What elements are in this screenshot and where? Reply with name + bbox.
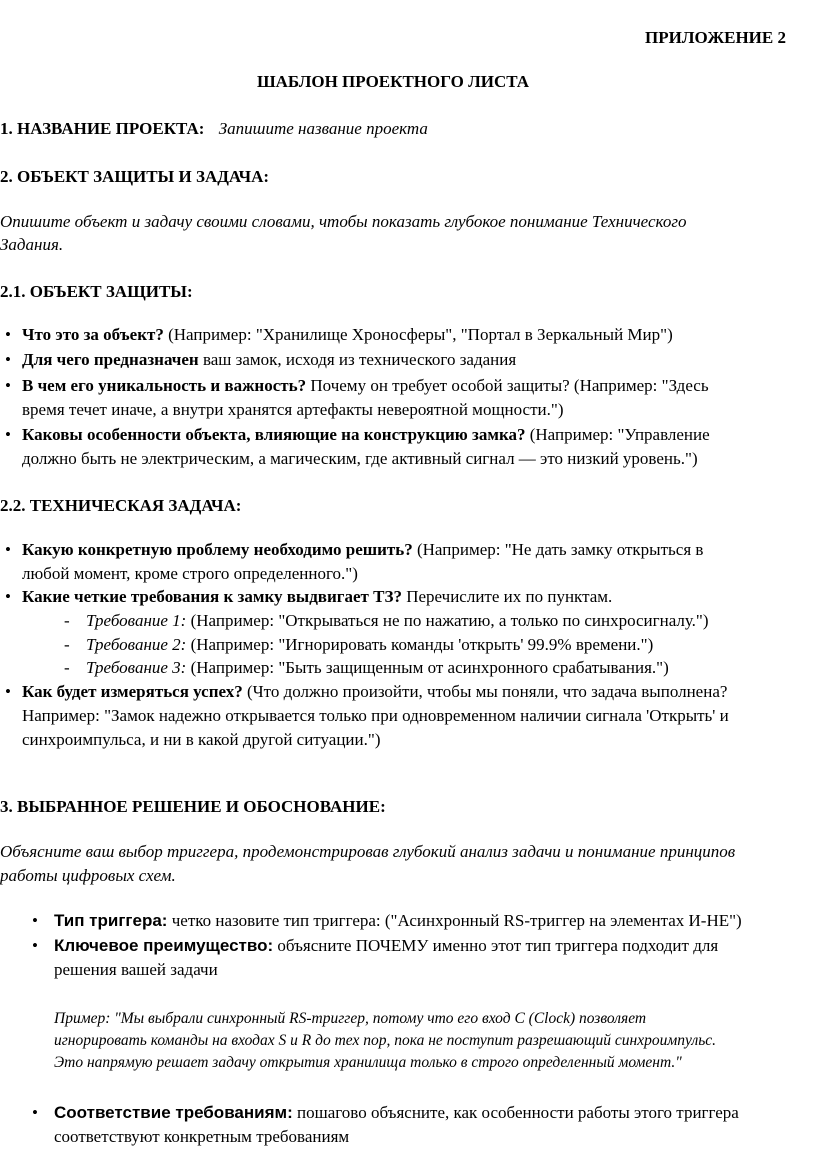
bullet-icon: • [5, 350, 11, 369]
list-item-bold: Ключевое преимущество: [54, 936, 274, 955]
list-item [5, 374, 795, 422]
section-3-intro-line-2: работы цифровых схем. [0, 866, 176, 885]
section-2-1-heading: 2.1. ОБЪЕКТ ЗАЩИТЫ: [0, 282, 193, 301]
example-line: Пример: "Мы выбрали синхронный RS-триггер, потому что его вход C (Clock) позволяет [54, 1010, 647, 1027]
list-item [5, 348, 795, 372]
project-name-line [0, 117, 428, 141]
requirement-item [64, 656, 804, 680]
list-item [5, 538, 795, 586]
list-item-bold: Что это за объект? [22, 325, 164, 344]
list-item-bold: Какие четкие требования к замку выдвигает ТЗ? [22, 587, 402, 606]
requirement-label: Требование 2: [86, 635, 187, 654]
list-item-text: объясните ПОЧЕМУ именно этот тип триггера подходит для [273, 936, 719, 955]
list-item [5, 423, 795, 471]
section-3-heading: 3. ВЫБРАННОЕ РЕШЕНИЕ И ОБОСНОВАНИЕ: [0, 797, 386, 816]
list-item-bold: Тип триггера: [54, 911, 168, 930]
example-line: Это напрямую решает задачу открытия хранилища только в строго определенный момент." [54, 1054, 682, 1071]
requirement-text: (Например: "Быть защищенным от асинхронного срабатывания.") [186, 658, 669, 677]
project-name-label: 1. НАЗВАНИЕ ПРОЕКТА: [0, 119, 205, 138]
list-item-text: Почему он требует особой защиты? (Например: "Здесь [306, 376, 709, 395]
bullet-icon: • [5, 682, 11, 701]
bullet-icon: • [32, 911, 38, 930]
list-item-text: синхроимпульса, и ни в какой другой ситуации.") [22, 730, 381, 749]
list-item-text: ваш замок, исходя из технического задания [198, 350, 517, 369]
bullet-icon: • [5, 325, 11, 344]
section-2-intro-line-1: Опишите объект и задачу своими словами, чтобы показать глубокое понимание Технического [0, 212, 687, 231]
list-item [32, 909, 812, 933]
list-item-text: любой момент, кроме строго определенного.") [22, 564, 358, 583]
dash-icon: - [64, 611, 70, 630]
example-line: игнорировать команды на входах S и R до тех пор, пока не поступит разрешающий синхроимпульс. [54, 1032, 717, 1049]
bullet-icon: • [5, 587, 11, 606]
section-2-2-heading: 2.2. ТЕХНИЧЕСКАЯ ЗАДАЧА: [0, 496, 242, 515]
list-item-bold: В чем его уникальность и важность? [22, 376, 307, 395]
list-item-text: четко назовите тип триггера: ("Асинхронный RS-триггер на элементах И-НЕ") [167, 911, 742, 930]
list-item-text: Например: "Замок надежно открывается только при одновременном наличии сигнала 'Открыть' и [22, 706, 729, 725]
bullet-icon: • [5, 540, 11, 559]
project-name-placeholder: Запишите название проекта [218, 119, 428, 138]
list-item-text: (Например: "Управление [525, 425, 710, 444]
list-item-text: Перечислите их по пунктам. [401, 587, 613, 606]
list-item [32, 934, 812, 982]
requirement-label: Требование 3: [86, 658, 187, 677]
list-item [32, 1101, 812, 1149]
document-title: ШАБЛОН ПРОЕКТНОГО ЛИСТА [256, 72, 530, 91]
requirement-text: (Например: "Открываться не по нажатию, а только по синхросигналу.") [186, 611, 709, 630]
bullet-icon: • [32, 936, 38, 955]
bullet-icon: • [32, 1103, 38, 1122]
list-item-bold: Каковы особенности объекта, влияющие на конструкцию замка? [22, 425, 526, 444]
requirement-text: (Например: "Игнорировать команды 'открыть' 99.9% времени.") [186, 635, 654, 654]
list-item [5, 323, 795, 347]
list-item-bold: Соответствие требованиям: [54, 1103, 293, 1122]
list-item-text: (Например: "Хранилище Хроносферы", "Портал в Зеркальный Мир") [163, 325, 673, 344]
appendix-label: ПРИЛОЖЕНИЕ 2 [645, 28, 786, 47]
dash-icon: - [64, 635, 70, 654]
list-item-text: соответствуют конкретным требованиям [54, 1127, 350, 1146]
list-item-text: должно быть не электрическим, а магическим, где активный сигнал — это низкий уровень.") [22, 449, 698, 468]
requirement-item [64, 609, 804, 633]
bullet-icon: • [5, 376, 11, 395]
list-item-bold: Как будет измеряться успех? [22, 682, 243, 701]
list-item-text: время течет иначе, а внутри хранятся артефакты невероятной мощности.") [22, 400, 564, 419]
bullet-icon: • [5, 425, 11, 444]
section-3-intro-line-1: Объясните ваш выбор триггера, продемонстрировав глубокий анализ задачи и понимание принципов [0, 842, 736, 861]
requirement-label: Требование 1: [86, 611, 187, 630]
requirement-item [64, 633, 804, 657]
dash-icon: - [64, 658, 70, 677]
section-2-intro-line-2: Задания. [0, 235, 64, 254]
list-item-text: решения вашей задачи [54, 960, 218, 979]
list-item [5, 680, 805, 752]
list-item-text: пошагово объясните, как особенности работы этого триггера [292, 1103, 739, 1122]
list-item-text: (Например: "Не дать замку открыться в [412, 540, 704, 559]
section-2-heading: 2. ОБЪЕКТ ЗАЩИТЫ И ЗАДАЧА: [0, 167, 270, 186]
list-item-text: (Что должно произойти, чтобы мы поняли, что задача выполнена? [242, 682, 728, 701]
list-item-bold: Какую конкретную проблему необходимо решить? [22, 540, 413, 559]
list-item-bold: Для чего предназначен [22, 350, 199, 369]
list-item [5, 585, 795, 609]
example-block [54, 1008, 814, 1074]
